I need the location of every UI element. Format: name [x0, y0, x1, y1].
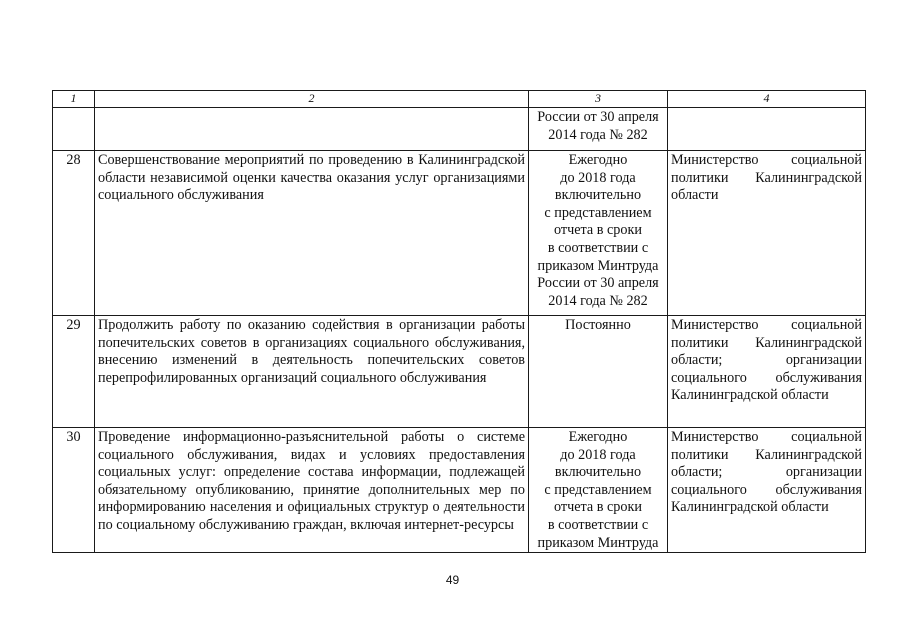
- deadline-line: 2014 года № 282: [548, 126, 648, 143]
- column-header-4: 4: [668, 91, 866, 108]
- deadline-line: до 2018 года: [560, 169, 636, 186]
- deadline-line: отчета в сроки: [554, 222, 642, 239]
- deadline-line: России от 30 апреля: [537, 275, 659, 292]
- deadline-line: включительно: [554, 187, 642, 204]
- measure-description: [95, 108, 529, 151]
- column-header-2: 2: [95, 91, 529, 108]
- deadline-cell: [529, 316, 668, 428]
- deadline-line: России от 30 апреля: [537, 109, 659, 125]
- deadline-line: включительно: [554, 464, 642, 481]
- measure-description: Продолжить работу по оказанию содействия в организации работы попечительских советов в организациях социального обслуживания, внесению изменений в деятельность попечительских советов перепрофилированных организаций социального обслуживания: [95, 316, 529, 428]
- row-number: 30: [53, 428, 95, 553]
- deadline-cell: [529, 151, 668, 316]
- measure-description: Проведение информационно-разъяснительной работы о системе социального обслуживания, видах и условиях предоставления социальных услуг: определение состава информации, подлежащей обязательному опубликованию, принятие дополнительных мер по информированию населения и официальных структур о деятельности по социальному обслуживанию граждан, включая интернет-ресурсы: [95, 428, 529, 553]
- column-header-1: 1: [53, 91, 95, 108]
- deadline-line: 2014 года № 282: [548, 292, 648, 309]
- column-header-3: 3: [529, 91, 668, 108]
- continuation-row: [53, 108, 866, 151]
- deadline-line: Постоянно: [565, 317, 631, 333]
- responsible-cell: [668, 108, 866, 151]
- deadline-line: в соответствии с: [547, 239, 649, 256]
- deadline-line: до 2018 года: [560, 446, 636, 463]
- deadline-cell: [529, 428, 668, 553]
- deadline-line: приказом Минтруда: [537, 534, 659, 551]
- responsible-cell: Министерство социальной политики Калининградской области: [668, 151, 866, 316]
- responsible-cell: Министерство социальной политики Калининградской области; организации социального обслуживания Калининградской области: [668, 428, 866, 553]
- deadline-line: отчета в сроки: [554, 499, 642, 516]
- deadline-line: Ежегодно: [568, 152, 628, 168]
- table-row: [53, 428, 866, 553]
- row-number: 28: [53, 151, 95, 316]
- measures-table: [52, 90, 866, 553]
- deadline-cell: [529, 108, 668, 151]
- row-number: 29: [53, 316, 95, 428]
- deadline-line: в соответствии с: [547, 516, 649, 533]
- deadline-line: с представлением: [544, 204, 652, 221]
- responsible-cell: Министерство социальной политики Калининградской области; организации социального обслуживания Калининградской области: [668, 316, 866, 428]
- measure-description: Совершенствование мероприятий по проведению в Калининградской области независимой оценки качества оказания услуг организациями социального обслуживания: [95, 151, 529, 316]
- deadline-line: с представлением: [544, 481, 652, 498]
- table-row: [53, 316, 866, 428]
- page-number: 49: [445, 573, 460, 587]
- table-row: [53, 151, 866, 316]
- deadline-line: приказом Минтруда: [537, 257, 659, 274]
- row-number: [53, 108, 95, 151]
- deadline-line: Ежегодно: [568, 429, 628, 445]
- column-number-header-row: [53, 91, 866, 108]
- table-body: [53, 91, 866, 553]
